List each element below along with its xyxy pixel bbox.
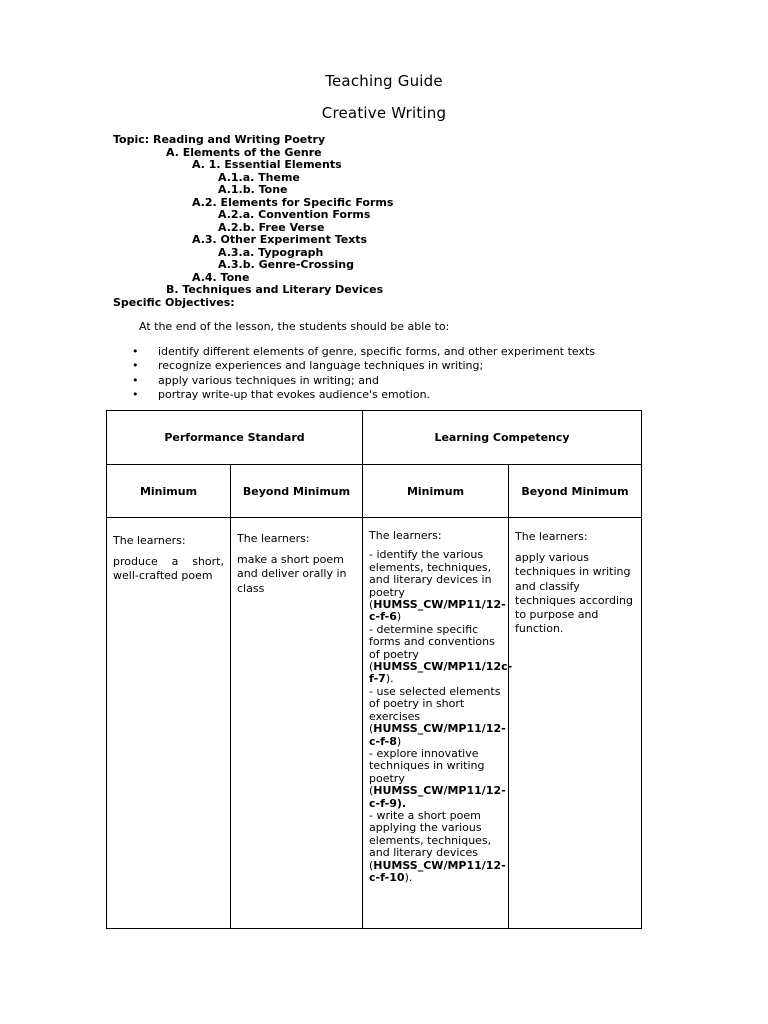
cell-text: apply various techniques in writing and classify techniques according to purpose and function. [515, 551, 633, 636]
outline-item: A.3.a. Typograph [218, 245, 324, 259]
document-title: Teaching Guide [325, 72, 443, 90]
cell-lead: The learners: [515, 530, 588, 543]
lc-minimum-cell [363, 518, 513, 929]
cell-lead: The learners: [113, 534, 186, 547]
lc-beyond-minimum-header: Beyond Minimum [509, 465, 642, 518]
topic-heading: Topic: Reading and Writing Poetry [113, 133, 326, 146]
competency-code: HUMSS_CW/MP11/12-c-f-10 [369, 858, 506, 884]
objective-item: • identify different elements of genre, specific forms, and other experiment texts [130, 345, 595, 359]
outline-item: A. 1. Essential Elements [192, 158, 342, 171]
outline-item: A.1.a. Theme [218, 170, 300, 184]
outline-item: A.1.b. Tone [218, 183, 288, 196]
objectives-heading: Specific Objectives: [113, 295, 235, 309]
outline-item: A.2.b. Free Verse [218, 220, 325, 234]
lc-minimum-header: Minimum [363, 465, 509, 518]
outline-item: A. Elements of the Genre [166, 145, 322, 159]
objective-item: • portray write-up that evokes audience's emotion. [130, 388, 595, 402]
ps-minimum-cell [107, 518, 231, 929]
standards-table [106, 410, 642, 929]
competency-item: - use selected elements of poetry in short exercises (HUMSS_CW/MP11/12-c-f-8) [369, 684, 506, 748]
ps-minimum-header: Minimum [107, 465, 231, 518]
outline-item: A.3.b. Genre-Crossing [218, 258, 355, 271]
objective-item: • apply various techniques in writing; and [130, 374, 595, 388]
competency-code: HUMSS_CW/MP11/12-c-f-8 [369, 722, 506, 748]
competency-item: - write a short poem applying the various elements, techniques, and literary devices (HUMSS_CW/MP11/12-c-f-10). [369, 808, 506, 884]
document-subtitle: Creative Writing [321, 104, 447, 122]
cell-text: make a short poem and deliver orally in class [237, 553, 347, 595]
competency-code: HUMSS_CW/MP11/12-c-f-6 [369, 598, 506, 624]
outline-item: A.3. Other Experiment Texts [192, 233, 368, 246]
ps-beyond-minimum-cell [231, 518, 363, 929]
competency-item: - determine specific forms and conventions of poetry (HUMSS_CW/MP11/12c-f-7). [369, 622, 513, 686]
cell-text: produce a short, well-crafted poem [113, 555, 224, 583]
objectives-list [130, 345, 595, 402]
competency-item: - explore innovative techniques in writing poetry (HUMSS_CW/MP11/12-c-f-9). [369, 746, 506, 810]
cell-lead: The learners: [369, 529, 442, 542]
objectives-intro: At the end of the lesson, the students should be able to: [139, 320, 450, 333]
objective-item: • recognize experiences and language techniques in writing; [130, 359, 595, 373]
performance-standard-header: Performance Standard [107, 411, 363, 465]
competency-code: HUMSS_CW/MP11/12-c-f-9). [369, 784, 506, 810]
outline-item: A.2. Elements for Specific Forms [192, 195, 394, 209]
learning-competency-header: Learning Competency [363, 411, 642, 465]
ps-beyond-minimum-header: Beyond Minimum [231, 465, 363, 518]
outline-item: B. Techniques and Literary Devices [166, 283, 384, 296]
topic-outline [113, 134, 633, 309]
outline-item: A.4. Tone [192, 270, 250, 284]
outline-item: A.2.a. Convention Forms [218, 208, 371, 221]
competency-item: - identify the various elements, techniques, and literary devices in poetry (HUMSS_CW/MP11/12-c-f-6) [369, 548, 506, 624]
competency-code: HUMSS_CW/MP11/12c-f-7 [369, 660, 513, 686]
cell-lead: The learners: [237, 532, 310, 545]
lc-beyond-minimum-cell [509, 518, 642, 929]
